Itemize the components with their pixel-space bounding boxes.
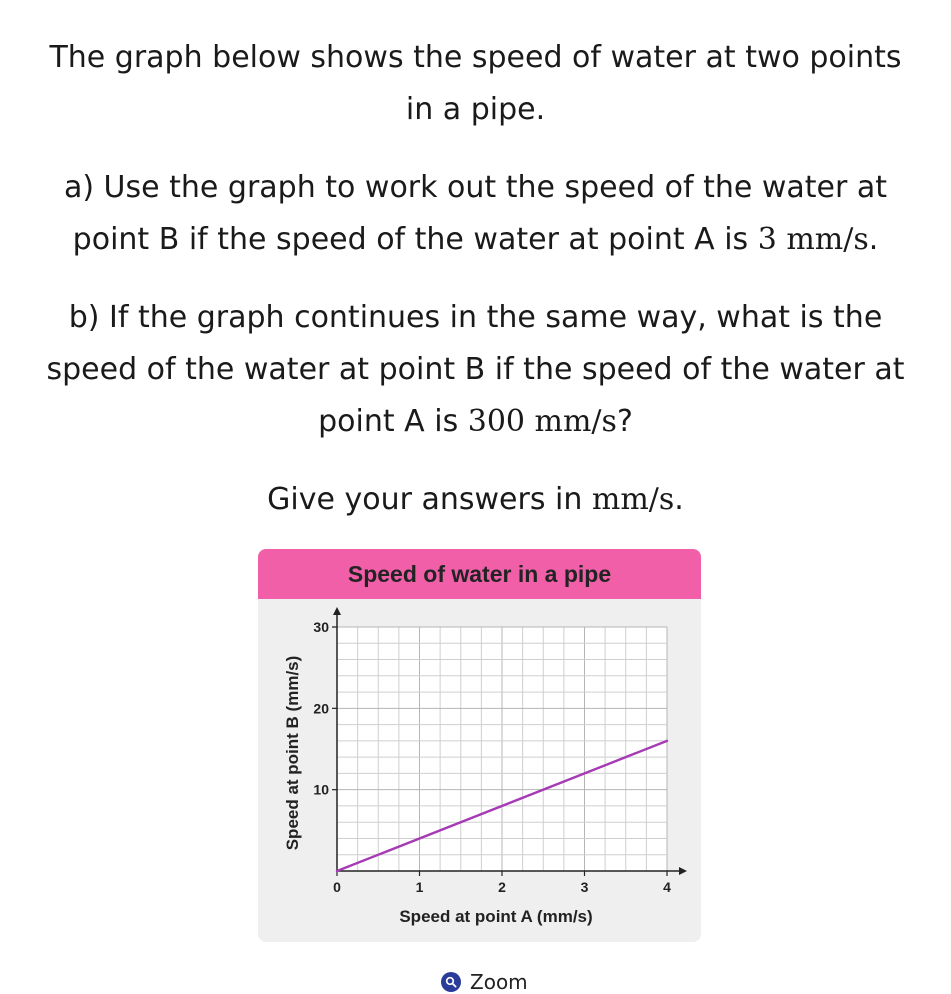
part-b-line-1: b) If the graph continues in the same way, what is the [68, 300, 883, 335]
y-tick-label: 10 [313, 781, 329, 798]
part-b-line-3 [0, 396, 951, 448]
chart-title: Speed of water in a pipe [258, 549, 701, 599]
x-tick-label: 0 [333, 879, 341, 895]
part-b-text: point A is [318, 404, 468, 439]
part-a-text: point B if the speed of the water at point A is [72, 222, 758, 257]
zoom-button[interactable] [441, 970, 528, 994]
x-tick-label: 1 [415, 879, 424, 895]
answers-end: . [674, 482, 684, 517]
zoom-label: Zoom [470, 970, 528, 994]
part-a-end: . [868, 222, 879, 257]
x-tick-label: 2 [498, 879, 506, 895]
answers-unit: mm/s [591, 482, 675, 517]
x-axis-label: Speed at point A (mm/s) [399, 907, 593, 926]
answers-instruction [0, 474, 951, 526]
zoom-icon [441, 972, 461, 992]
y-tick-label: 20 [313, 700, 329, 717]
part-b-line-2: speed of the water at point B if the speed of the water at [46, 352, 905, 387]
x-tick-label: 3 [580, 879, 589, 895]
answers-text: Give your answers in [267, 482, 592, 517]
y-tick-label: 30 [313, 619, 329, 635]
part-a-line-2 [0, 214, 951, 266]
part-b-value: 300 mm/s [467, 404, 617, 439]
part-a-line-1: a) Use the graph to work out the speed of the water at [63, 170, 888, 205]
x-axis-arrow [679, 867, 687, 875]
chart [258, 599, 701, 942]
y-axis-label: Speed at point B (mm/s) [283, 655, 302, 851]
x-tick-label: 4 [663, 879, 671, 895]
chart-card [258, 549, 701, 942]
part-a-value: 3 mm/s [757, 222, 869, 257]
intro-line-1: The graph below shows the speed of water at two points [49, 40, 902, 75]
part-b-end: ? [616, 404, 633, 439]
intro-line-2: in a pipe. [405, 92, 546, 127]
y-axis-arrow [333, 607, 341, 615]
